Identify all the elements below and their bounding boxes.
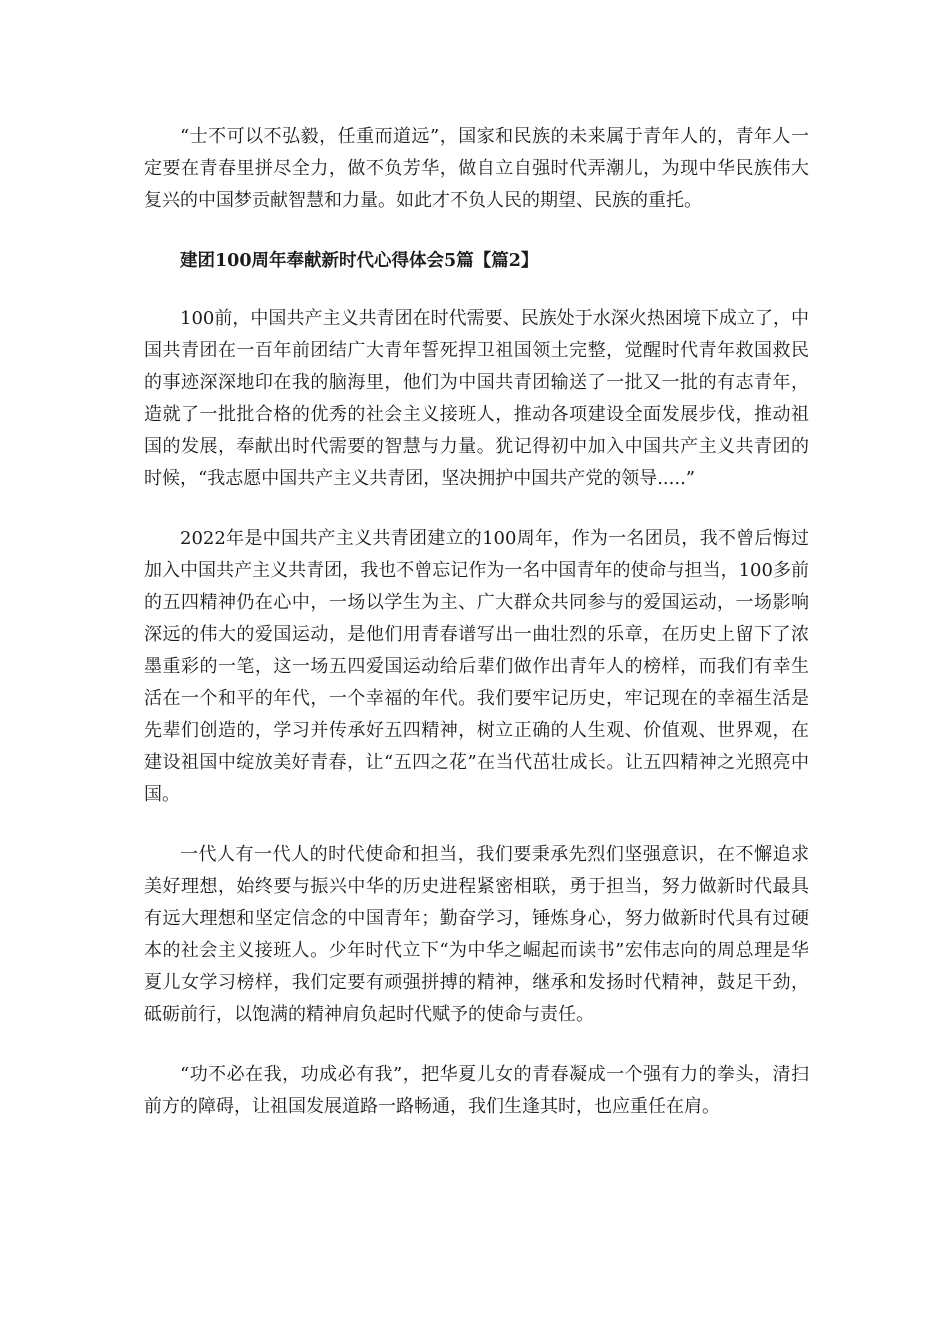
paragraph-1: 100前，中国共产主义共青团在时代需要、民族处于水深火热困境下成立了，中国共青团在一百年前团结广大青年誓死捍卫祖国领土完整，觉醒时代青年救国救民的事迹深深地印在我的脑海里，他们为中国共青团输送了一批又一批的有志青年，造就了一批批合格的优秀的社会主义接班人，推动各项建设全面发展步伐，推动祖国的发展，奉献出时代需要的智慧与力量。犹记得初中加入中国共产主义共青团的时候，“我志愿中国共产主义共青团，坚决拥护中国共产党的领导.....” xyxy=(144,308,809,489)
document-body xyxy=(144,121,809,1151)
paragraph-3: 一代人有一代人的时代使命和担当，我们要秉承先烈们坚强意识，在不懈追求美好理想，始终要与振兴中华的历史进程紧密相联，勇于担当，努力做新时代最具有远大理想和坚定信念的中国青年；勤奋学习，锤炼身心，努力做新时代具有过硬本的社会主义接班人。少年时代立下“为中华之崛起而读书”宏伟志向的周总理是华夏儿女学习榜样，我们定要有顽强拼搏的精神，继承和发扬时代精神，鼓足干劲，砥砺前行，以饱满的精神肩负起时代赋予的使命与责任。 xyxy=(144,844,809,1025)
section-heading: 建团100周年奉献新时代心得体会5篇【篇2】 xyxy=(180,251,539,271)
paragraph-2: 2022年是中国共产主义共青团建立的100周年，作为一名团员，我不曾后悔过加入中国共产主义共青团，我也不曾忘记作为一名中国青年的使命与担当，100多前的五四精神仍在心中，一场以学生为主、广大群众共同参与的爱国运动，一场影响深远的伟大的爱国运动，是他们用青春谱写出一曲壮烈的乐章，在历史上留下了浓墨重彩的一笔，这一场五四爱国运动给后辈们做作出青年人的榜样，而我们有幸生活在一个和平的年代，一个幸福的年代。我们要牢记历史，牢记现在的幸福生活是先辈们创造的，学习并传承好五四精神，树立正确的人生观、价值观、世界观，在建设祖国中绽放美好青春，让“五四之花”在当代茁壮成长。让五四精神之光照亮中国。 xyxy=(144,528,809,805)
paragraph-4: “功不必在我，功成必有我”，把华夏儿女的青春凝成一个强有力的拳头，清扫前方的障碍，让祖国发展道路一路畅通，我们生逢其时，也应重任在肩。 xyxy=(144,1064,809,1117)
paragraph-intro: “士不可以不弘毅，任重而道远”，国家和民族的未来属于青年人的，青年人一定要在青春里拼尽全力，做不负芳华，做自立自强时代弄潮儿，为现中华民族伟大复兴的中国梦贡献智慧和力量。如此才不负人民的期望、民族的重托。 xyxy=(144,126,809,211)
